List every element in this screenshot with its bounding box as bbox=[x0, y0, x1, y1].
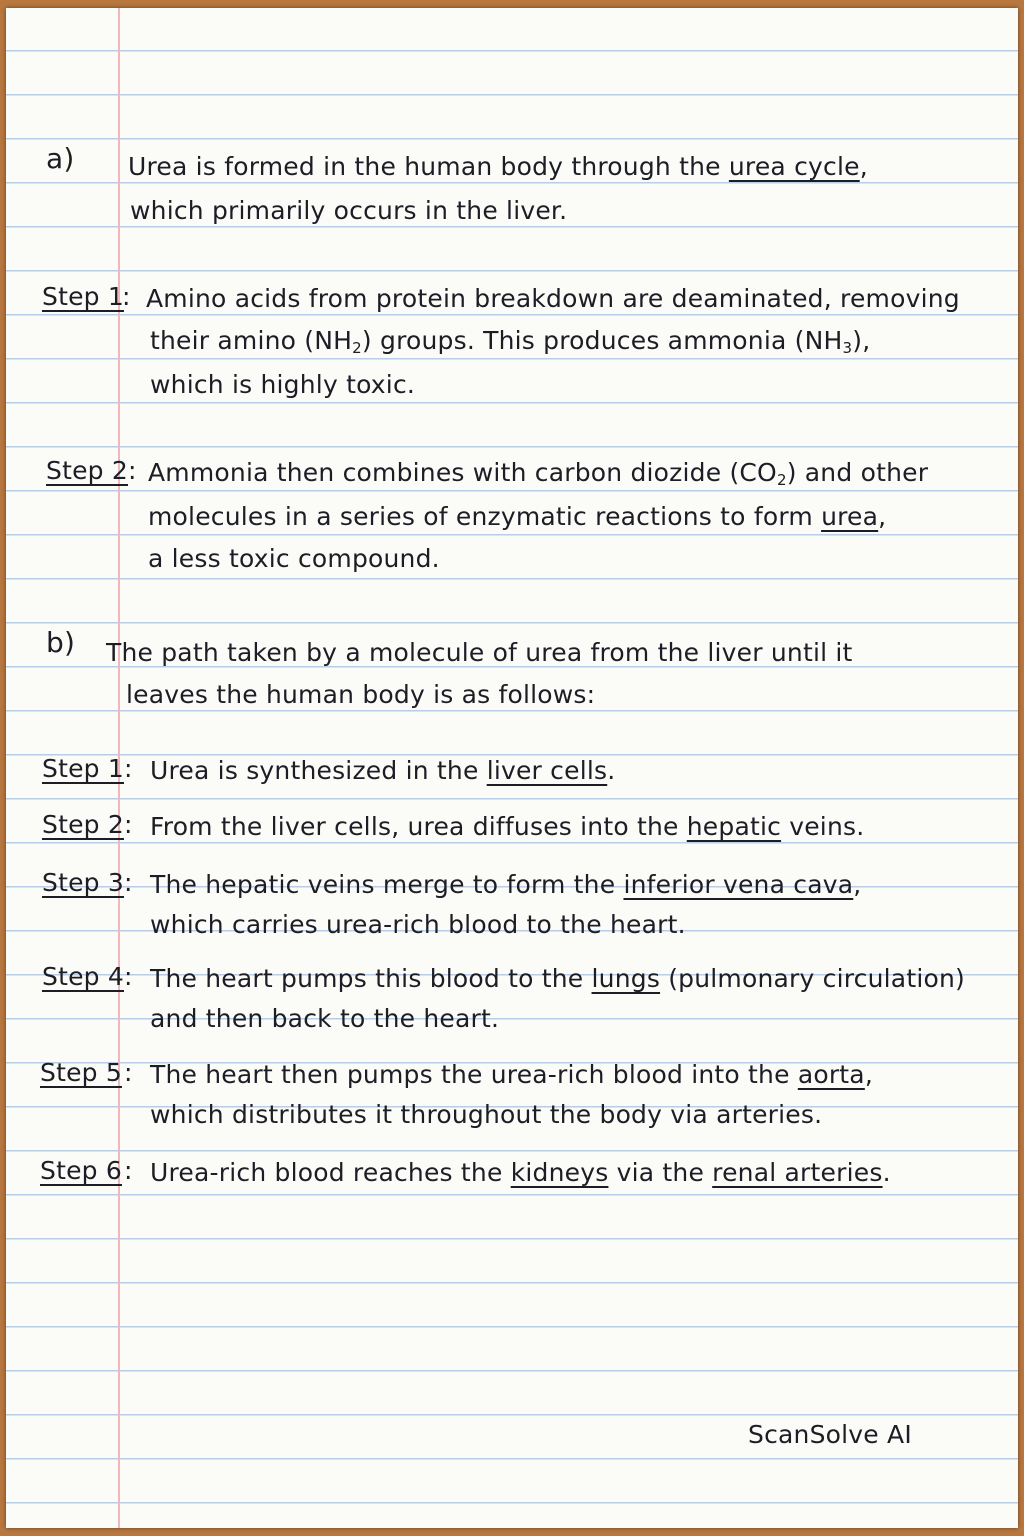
text-segment: via the bbox=[608, 1158, 713, 1187]
term-inferior-vena-cava: inferior vena cava bbox=[623, 870, 854, 899]
part-a-line-1 bbox=[128, 152, 868, 181]
step-line: and then back to the heart. bbox=[150, 1004, 500, 1033]
text-segment: The heart then pumps the urea-rich blood into the bbox=[150, 1060, 798, 1089]
subscript: 2 bbox=[776, 471, 787, 489]
term-urea: urea bbox=[821, 502, 879, 531]
step-line bbox=[150, 756, 615, 785]
step-colon: : bbox=[124, 1156, 133, 1185]
step-line bbox=[150, 1158, 891, 1187]
part-a-line-1-end: , bbox=[859, 152, 868, 181]
step-label: Step 2 bbox=[42, 810, 124, 839]
text-segment: ) groups. This produces ammonia (NH bbox=[361, 326, 843, 355]
text-segment: ) and other bbox=[786, 458, 929, 487]
text-segment: Urea-rich blood reaches the bbox=[150, 1158, 511, 1187]
step-line: which carries urea-rich blood to the heart. bbox=[150, 910, 686, 939]
part-b-marker: b) bbox=[46, 626, 76, 659]
step-line bbox=[150, 964, 965, 993]
term-aorta: aorta bbox=[797, 1060, 865, 1089]
text-segment: Ammonia then combines with carbon diozide (CO bbox=[148, 458, 777, 487]
text-segment: From the liver cells, urea diffuses into the bbox=[150, 812, 687, 841]
text-segment: The hepatic veins merge to form the bbox=[150, 870, 624, 899]
step-line: which distributes it throughout the body via arteries. bbox=[150, 1100, 823, 1129]
text-segment: . bbox=[882, 1158, 891, 1187]
step-line: which is highly toxic. bbox=[150, 370, 416, 399]
step-line: a less toxic compound. bbox=[148, 544, 440, 573]
text-segment: veins. bbox=[781, 812, 865, 841]
part-a-marker: a) bbox=[46, 142, 75, 175]
step-colon: : bbox=[128, 456, 137, 485]
term-hepatic: hepatic bbox=[686, 812, 782, 841]
part-b-line-1: The path taken by a molecule of urea from the liver until it bbox=[106, 638, 853, 667]
text-segment: , bbox=[864, 1060, 873, 1089]
step-colon: : bbox=[124, 1058, 133, 1087]
notebook-page bbox=[6, 8, 1018, 1528]
term-liver-cells: liver cells bbox=[486, 756, 608, 785]
step-line bbox=[150, 326, 870, 357]
text-segment: (pulmonary circulation) bbox=[660, 964, 965, 993]
step-colon: : bbox=[124, 868, 133, 897]
text-segment: molecules in a series of enzymatic reactions to form bbox=[148, 502, 822, 531]
part-a-line-1-text: Urea is formed in the human body through the bbox=[128, 152, 729, 181]
step-label: Step 5 bbox=[40, 1058, 122, 1087]
text-segment: The heart pumps this blood to the bbox=[150, 964, 592, 993]
part-a-line-2: which primarily occurs in the liver. bbox=[130, 196, 568, 225]
step-line bbox=[150, 812, 864, 841]
text-segment: , bbox=[853, 870, 862, 899]
term-lungs: lungs bbox=[591, 964, 661, 993]
term-urea-cycle: urea cycle bbox=[728, 152, 860, 181]
text-segment: their amino (NH bbox=[150, 326, 353, 355]
step-label: Step 2 bbox=[46, 456, 128, 485]
step-colon: : bbox=[124, 962, 133, 991]
text-segment: ), bbox=[852, 326, 871, 355]
step-colon: : bbox=[124, 754, 133, 783]
step-label: Step 3 bbox=[42, 868, 124, 897]
text-segment: Urea is synthesized in the bbox=[150, 756, 487, 785]
term-renal-arteries: renal arteries bbox=[712, 1158, 883, 1187]
text-segment: . bbox=[607, 756, 616, 785]
step-label: Step 4 bbox=[42, 962, 124, 991]
step-colon: : bbox=[122, 282, 131, 311]
term-kidneys: kidneys bbox=[510, 1158, 609, 1187]
step-line bbox=[148, 502, 886, 531]
step-label: Step 1 bbox=[42, 282, 124, 311]
text-segment: , bbox=[878, 502, 887, 531]
part-b-line-2: leaves the human body is as follows: bbox=[126, 680, 596, 709]
brand-text: ScanSolve AI bbox=[748, 1420, 912, 1449]
step-colon: : bbox=[124, 810, 133, 839]
step-label: Step 6 bbox=[40, 1156, 122, 1185]
step-line: Amino acids from protein breakdown are deaminated, removing bbox=[146, 284, 960, 313]
subscript: 2 bbox=[352, 339, 362, 357]
step-line bbox=[150, 1060, 873, 1089]
step-line bbox=[148, 458, 928, 489]
subscript: 3 bbox=[842, 339, 853, 357]
step-label: Step 1 bbox=[42, 754, 124, 783]
step-line bbox=[150, 870, 861, 899]
